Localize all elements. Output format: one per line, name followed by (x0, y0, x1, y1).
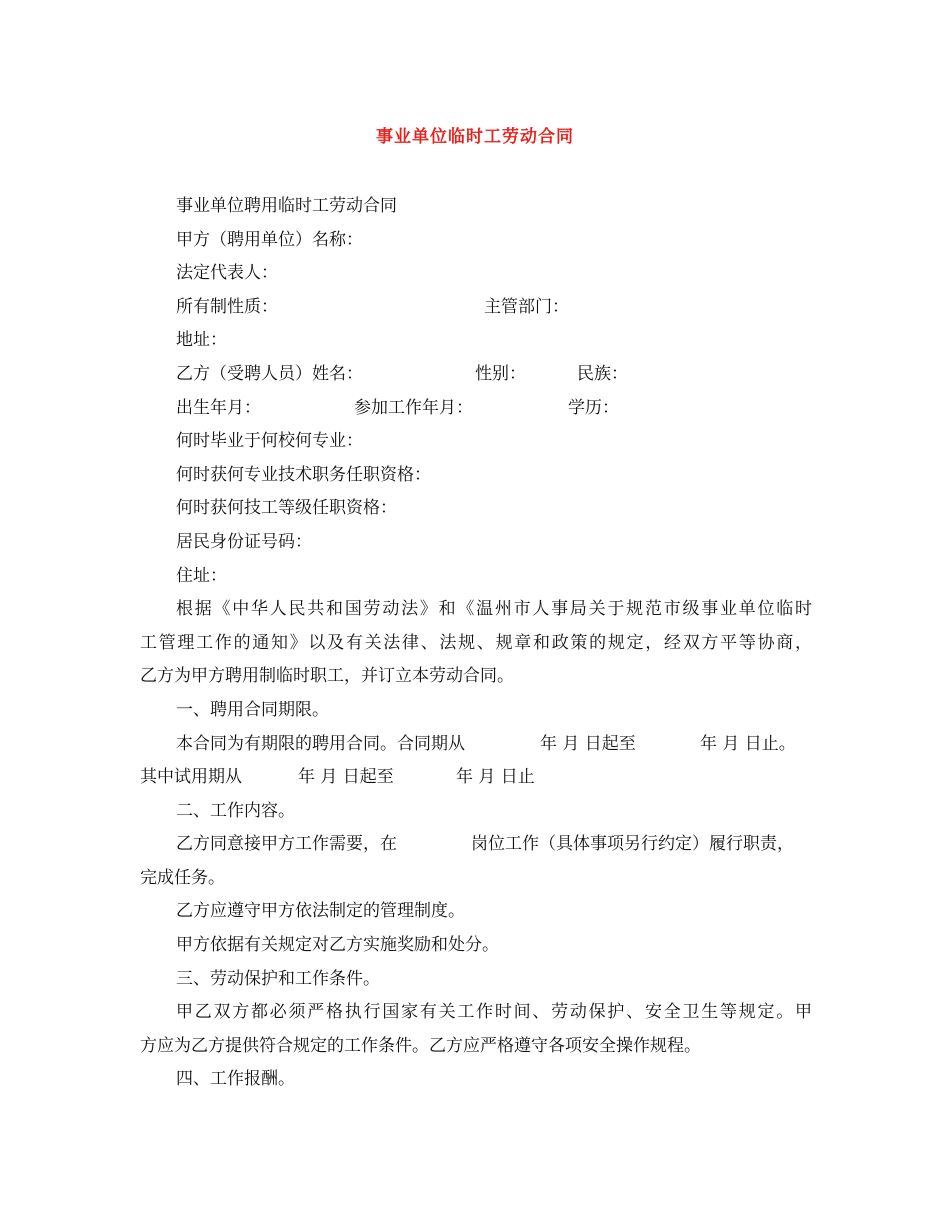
field-id-number: 居民身份证号码： (176, 531, 312, 552)
probation-end-date: 年 月 日止 (456, 767, 535, 788)
work-content-text: 乙方同意接甲方工作需要，在 (176, 834, 397, 855)
field-birth: 出生年月： (176, 397, 261, 418)
field-residence: 住址： (176, 565, 227, 586)
field-address: 地址： (176, 330, 227, 351)
field-row-ownership (140, 291, 812, 325)
section-1-heading: 一、聘用合同期限。 (176, 699, 329, 720)
field-party-b-name: 乙方（受聘人员）姓名： (176, 363, 363, 384)
field-graduation: 何时毕业于何校何专业： (176, 431, 363, 452)
probation-start-date: 年 月 日起至 (298, 767, 394, 788)
preamble-line-2: 工管理工作的通知》以及有关法律、法规、规章和政策的规定，经双方平等协商， (140, 632, 812, 653)
section-3-line-1: 甲乙双方都必须严格执行国家有关工作时间、劳动保护、安全卫生等规定。甲 (176, 1002, 812, 1023)
field-party-a-name: 甲方（聘用单位）名称： (176, 229, 363, 250)
field-row-birth (140, 392, 812, 426)
section-3-heading: 三、劳动保护和工作条件。 (176, 968, 380, 989)
section-1-line-1 (140, 728, 812, 762)
contract-end-date: 年 月 日止。 (700, 733, 796, 754)
field-skill-level: 何时获何技工等级任职资格： (176, 498, 397, 519)
section-2-para-2: 乙方应遵守甲方依法制定的管理制度。 (176, 901, 465, 922)
preamble-line-1: 根据《中华人民共和国劳动法》和《温州市人事局关于规范市级事业单位临时 (176, 599, 812, 620)
field-legal-representative: 法定代表人： (176, 263, 278, 284)
field-gender: 性别： (475, 363, 526, 384)
section-1-line-2 (140, 761, 812, 795)
work-position-text: 岗位工作（具体事项另行约定）履行职责， (471, 834, 794, 855)
contract-period-text: 本合同为有期限的聘用合同。合同期从 (176, 733, 465, 754)
field-ownership: 所有制性质： (176, 296, 278, 317)
field-row-party-b (140, 358, 812, 392)
field-authority: 主管部门： (484, 296, 569, 317)
section-4-heading: 四、工作报酬。 (176, 1069, 295, 1090)
document-title: 事业单位临时工劳动合同 (376, 127, 574, 147)
field-ethnicity: 民族： (577, 363, 628, 384)
probation-text: 其中试用期从 (140, 767, 242, 788)
document-body (140, 190, 812, 1097)
section-2-heading: 二、工作内容。 (176, 800, 295, 821)
field-work-start: 参加工作年月： (354, 397, 473, 418)
section-2-line-2: 完成任务。 (140, 867, 225, 888)
section-2-line-1 (140, 828, 812, 862)
preamble-line-3: 乙方为甲方聘用制临时职工，并订立本劳动合同。 (140, 666, 514, 687)
field-education: 学历： (568, 397, 619, 418)
field-tech-title: 何时获何专业技术职务任职资格： (176, 464, 431, 485)
section-3-line-2: 方应为乙方提供符合规定的工作条件。乙方应严格遵守各项安全操作规程。 (140, 1035, 701, 1056)
contract-subtitle: 事业单位聘用临时工劳动合同 (176, 196, 397, 216)
section-2-para-3: 甲方依据有关规定对乙方实施奖励和处分。 (176, 935, 499, 956)
contract-start-date: 年 月 日起至 (540, 733, 636, 754)
